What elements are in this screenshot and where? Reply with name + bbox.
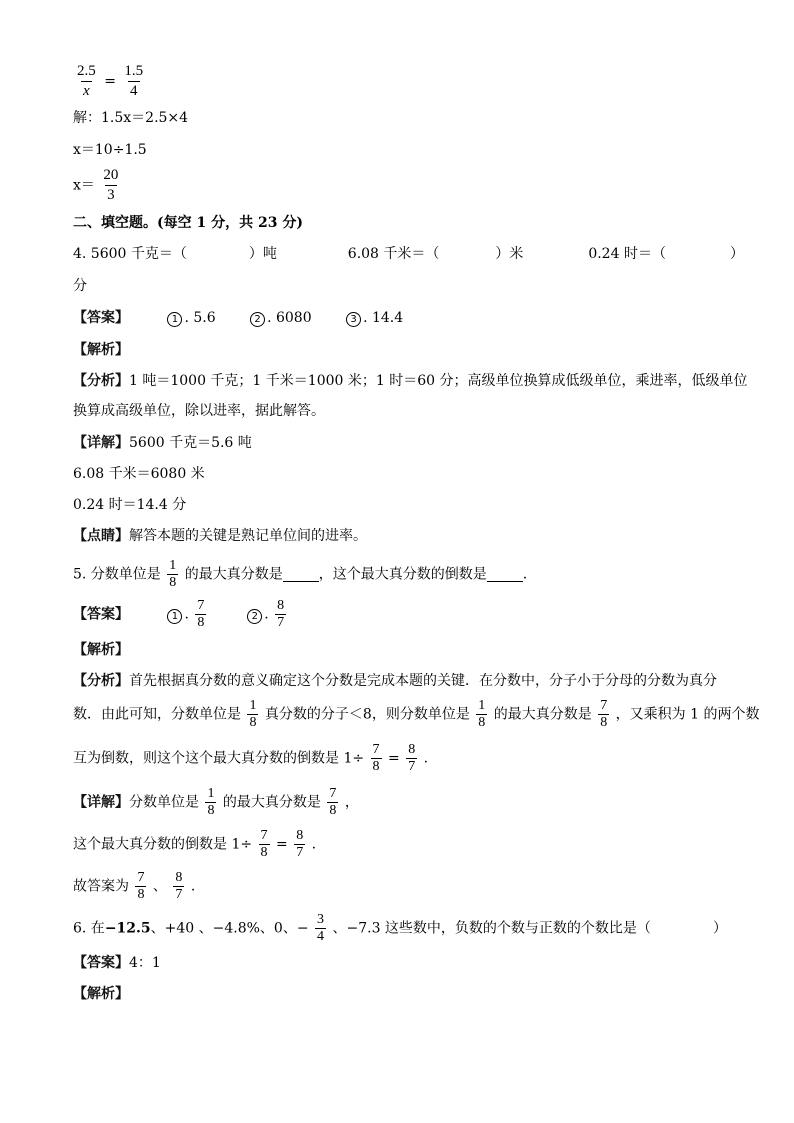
detail-line: 【详解】5600 千克＝5.6 吨 [73,435,252,451]
fraction: $\frac{1}{8}$ [207,786,215,818]
equation-step-3: x＝ $\frac{20}{3}$ [73,167,119,203]
fraction: $\frac{20}{3}$ [103,167,119,203]
answer-blank[interactable] [283,567,319,582]
answer-row: 【答案】4：1 [73,955,161,971]
answer-row: 【答案】 1 . $\frac{7}{8}$ 2 . $\frac{8}{7}$ [73,598,285,630]
analysis-line: 换算成高级单位，除以进率，据此解答。 [73,403,325,419]
question-6: 6. 在−12.5、+40 、−4.8%、0、− $\frac{3}{4}$ 、−7.3 这些数中，负数的个数与正数的个数比是（ ） [73,912,727,944]
jiexi-tag: 【解析】 [73,642,129,658]
analysis-line: 互为倒数，则这个这个最大真分数的倒数是 1÷ $\frac{7}{8}$ = $\frac{8}{7}$ . [73,742,429,774]
analysis-line: 【分析】首先根据真分数的意义确定这个分数是完成本题的关键．在分数中，分子小于分母的分数为真分 [73,673,717,689]
jiexi-tag: 【解析】 [73,986,129,1002]
answer-blank[interactable] [487,567,523,582]
section-title: 二、填空题。(每空 1 分，共 23 分) [73,215,303,231]
fraction: $\frac{2.5}{x}$ [77,63,96,99]
equation-step-1: 解：1.5x＝2.5×4 [73,110,189,126]
fraction: $\frac{1}{8}$ [249,698,257,730]
fraction: $\frac{7}{8}$ [600,698,608,730]
fraction: $\frac{7}{8}$ [197,598,205,630]
fraction: $\frac{7}{8}$ [260,828,268,860]
question-4-wrap: 分 [73,278,87,294]
fraction: $\frac{8}{7}$ [408,742,416,774]
fraction: $\frac{7}{8}$ [137,870,145,902]
fraction: $\frac{7}{8}$ [329,786,337,818]
fraction: $\frac{1.5}{4}$ [124,63,144,99]
question-4: 4. 5600 千克＝（ ）吨 6.08 千米＝（ ）米 0.24 时＝（ ） [73,246,744,262]
detail-line: 【详解】分数单位是 $\frac{1}{8}$ 的最大真分数是 $\frac{7}{8}$ ， [73,786,359,818]
tip-line: 【点睛】解答本题的关键是熟记单位间的进率。 [73,528,367,544]
equation-proportion: $\frac{2.5}{x}$ = $\frac{1.5}{4}$ [77,63,144,99]
detail-line: 这个最大真分数的倒数是 1÷ $\frac{7}{8}$ = $\frac{8}{7}$ . [73,828,317,860]
equation-step-2: x＝10÷1.5 [73,142,147,158]
fraction: $\frac{8}{7}$ [175,870,183,902]
answer-row: 【答案】 1 . 5.6 2 . 6080 3 . 14.4 [73,310,404,326]
fraction: $\frac{8}{7}$ [277,598,285,630]
fraction: $\frac{3}{4}$ [317,912,325,944]
jiexi-tag: 【解析】 [73,342,129,358]
fraction: $\frac{1}{8}$ [169,558,177,590]
fraction: $\frac{7}{8}$ [372,742,380,774]
question-5: 5. 分数单位是 $\frac{1}{8}$ 的最大真分数是 ，这个最大真分数的倒数是 . [73,558,528,590]
fraction: $\frac{8}{7}$ [296,828,304,860]
analysis-line: 【分析】1 吨＝1000 千克；1 千米＝1000 米；1 时＝60 分；高级单位换算成低级单位，乘进率，低级单位 [73,373,748,389]
fraction: $\frac{1}{8}$ [478,698,486,730]
analysis-line: 数．由此可知，分数单位是 $\frac{1}{8}$ 真分数的分子＜8，则分数单位是 $\frac{1}{8}$ 的最大真分数是 $\frac{7}{8}$ ，又乘积为 1 的两个数 [73,698,760,730]
detail-line: 0.24 时＝14.4 分 [73,497,187,513]
detail-line: 故答案为 $\frac{7}{8}$ 、 $\frac{8}{7}$ . [73,870,196,902]
detail-line: 6.08 千米＝6080 米 [73,466,205,482]
